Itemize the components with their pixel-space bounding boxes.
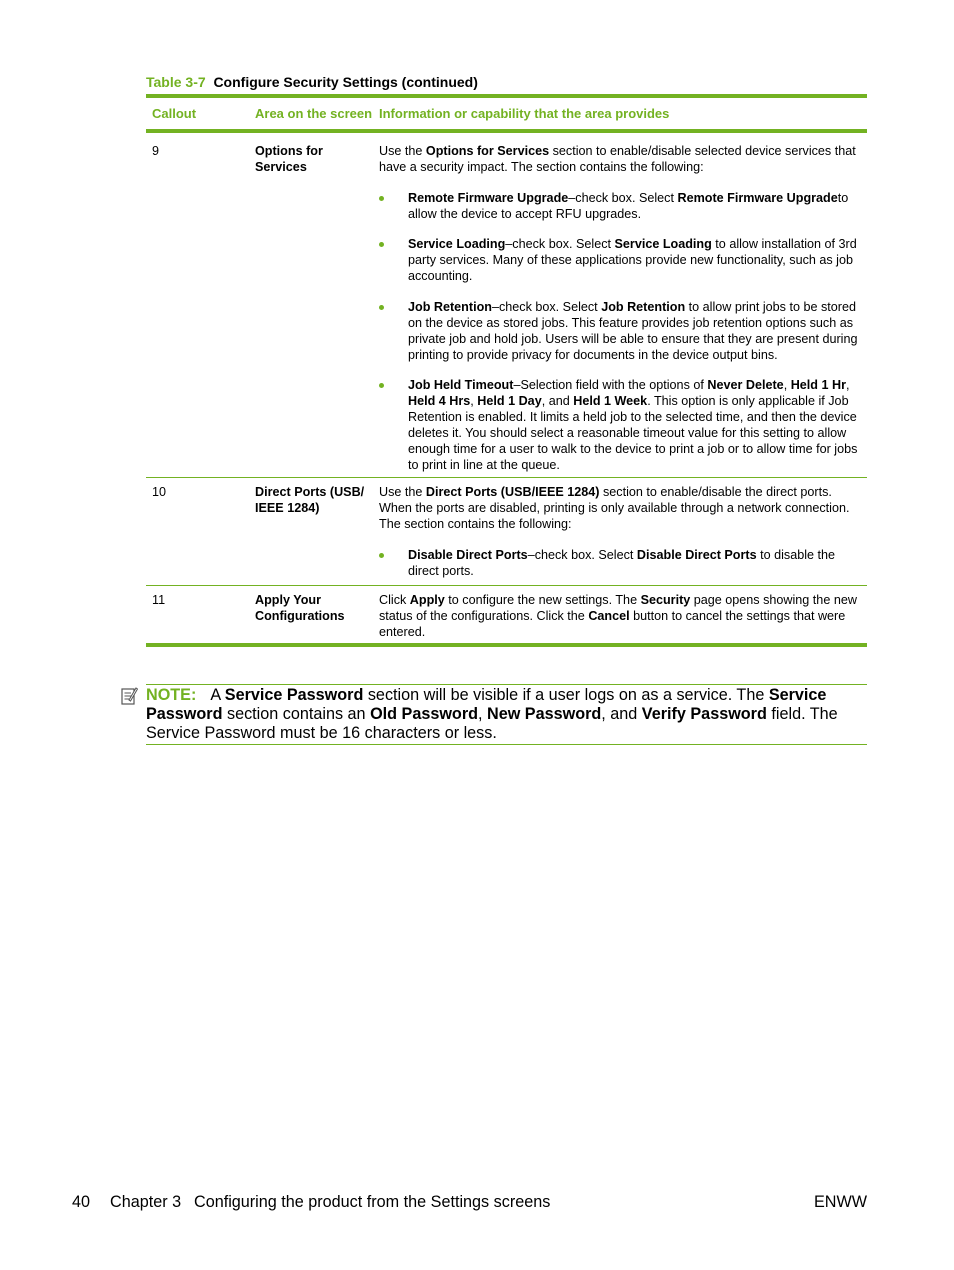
bullet-item <box>379 547 863 579</box>
text-run: field. The Service Password must be 16 characters or less. <box>146 705 838 742</box>
area-cell: Options for Services <box>255 144 323 174</box>
column-header-callout: Callout <box>152 106 197 121</box>
table-row <box>146 133 867 477</box>
text-run: –check box. Select <box>527 548 637 562</box>
text-run: A <box>210 686 225 704</box>
text-run: section contains an <box>222 705 371 723</box>
bold-run: Service Password <box>146 686 827 723</box>
table-caption <box>146 74 478 90</box>
bold-run: Held 1 Hr <box>790 378 846 392</box>
bold-run: Held 4 Hrs <box>408 394 471 408</box>
text-run: section will be visible if a user logs on as a service. The <box>363 686 769 704</box>
text-run: Click <box>379 593 410 607</box>
info-cell <box>373 592 867 640</box>
bold-run: Held 1 Day <box>477 394 542 408</box>
callout-cell: 10 <box>152 485 167 499</box>
text-run: to allow the device to accept RFU upgrades. <box>408 191 849 221</box>
text-run: Use the <box>379 485 426 499</box>
info-intro <box>379 143 863 175</box>
bold-run: Job Held Timeout <box>408 378 514 392</box>
text-run: , and <box>601 705 642 723</box>
note-box <box>146 684 867 745</box>
info-intro <box>379 484 863 532</box>
bullet-text <box>408 300 857 362</box>
text-run: section to enable/disable selected device services that have a security impact. The section contains the following: <box>379 144 856 174</box>
bullet-dot <box>379 383 384 388</box>
table-row <box>146 585 867 647</box>
bullet-text <box>408 237 857 283</box>
text-run: , <box>783 378 791 392</box>
text-run: –check box. Select <box>491 300 602 314</box>
text-run: , <box>845 378 850 392</box>
bullet-text <box>408 191 848 221</box>
bold-run: Direct Ports (USB/IEEE 1284) <box>425 485 600 499</box>
bullet-dot <box>379 242 384 247</box>
bold-run: Disable Direct Ports <box>636 548 757 562</box>
chapter-title: Configuring the product from the Settings screens <box>194 1193 551 1211</box>
chapter-label: Chapter 3 <box>110 1193 182 1211</box>
table-row <box>146 477 867 585</box>
bold-run: Held 1 Week <box>573 394 648 408</box>
bullet-item <box>379 299 863 363</box>
callout-cell: 9 <box>152 144 160 158</box>
bold-run: Disable Direct Ports <box>408 548 528 562</box>
table-header <box>146 98 867 133</box>
page-number: 40 <box>72 1193 91 1211</box>
bold-run: Job Retention <box>408 300 492 314</box>
bold-run: Verify Password <box>641 705 767 723</box>
bold-run: Service Loading <box>408 237 506 251</box>
text-run: –check box. Select <box>505 237 615 251</box>
bold-run: Never Delete <box>707 378 784 392</box>
bold-run: Security <box>640 593 691 607</box>
text-run: , <box>478 705 488 723</box>
column-header-area: Area on the screen <box>255 106 373 121</box>
text-run: –Selection field with the options of <box>513 378 708 392</box>
info-cell <box>373 484 867 579</box>
area-cell: Apply Your Configurations <box>255 593 345 623</box>
bullet-item <box>379 236 863 284</box>
bold-run: Cancel <box>588 609 630 623</box>
text-run: button to cancel the settings that were entered. <box>379 609 846 639</box>
bold-run: Job Retention <box>601 300 686 314</box>
bullet-item <box>379 190 863 222</box>
table-number: Table 3-7 <box>146 74 206 90</box>
bold-run: Service Loading <box>614 237 712 251</box>
bold-run: Options for Services <box>425 144 550 158</box>
callout-cell: 11 <box>152 593 166 607</box>
bullet-dot <box>379 196 384 201</box>
bold-run: Remote Firmware Upgrade <box>677 191 838 205</box>
table-title: Configure Security Settings (continued) <box>213 74 478 90</box>
column-header-information: Information or capability that the area provides <box>379 106 670 121</box>
text-run: , and <box>541 394 574 408</box>
info-cell <box>373 143 867 473</box>
page-footer <box>72 1193 867 1212</box>
bold-run: Remote Firmware Upgrade <box>408 191 569 205</box>
text-run: to allow installation of 3rd party services. Many of these applications provide new functionality, such as job accounting. <box>408 237 857 283</box>
note-label: NOTE: <box>146 686 197 704</box>
bold-run: New Password <box>487 705 602 723</box>
info-intro <box>379 592 863 640</box>
note-text <box>146 686 838 742</box>
text-run: page opens showing the new status of the configurations. Click the <box>379 593 857 623</box>
bullet-dot <box>379 305 384 310</box>
note-icon <box>120 686 138 706</box>
text-run: , <box>470 394 478 408</box>
bullet-item <box>379 377 863 473</box>
area-cell: Direct Ports (USB/ IEEE 1284) <box>255 485 365 515</box>
text-run: . This option is only applicable if Job Retention is enabled. It limits a held job to the selected time, and then the device deletes it. You should select a reasonable timeout value for this setting to allow enough time for a user to walk to the device to print a job or to allow time for jobs to print in line at the queue. <box>408 394 858 472</box>
bullet-text <box>408 548 835 578</box>
security-settings-table <box>146 94 867 647</box>
text-run: to disable the direct ports. <box>408 548 836 578</box>
footer-right: ENWW <box>813 1193 867 1211</box>
text-run: section to enable/disable the direct ports. When the ports are disabled, printing is only available through a network connection. The section contains the following: <box>379 485 850 531</box>
bold-run: Old Password <box>370 705 479 723</box>
text-run: to configure the new settings. The <box>444 593 641 607</box>
bold-run: Service Password <box>224 686 364 704</box>
bullet-text <box>408 378 857 472</box>
bold-run: Apply <box>409 593 445 607</box>
text-run: Use the <box>379 144 426 158</box>
text-run: to allow print jobs to be stored on the device as stored jobs. This feature provides job retention options such as private job and hold job. Users will be able to ensure that they are present during printing to provide privacy for documents in the device output bins. <box>408 300 858 362</box>
text-run: –check box. Select <box>568 191 678 205</box>
bullet-dot <box>379 553 384 558</box>
